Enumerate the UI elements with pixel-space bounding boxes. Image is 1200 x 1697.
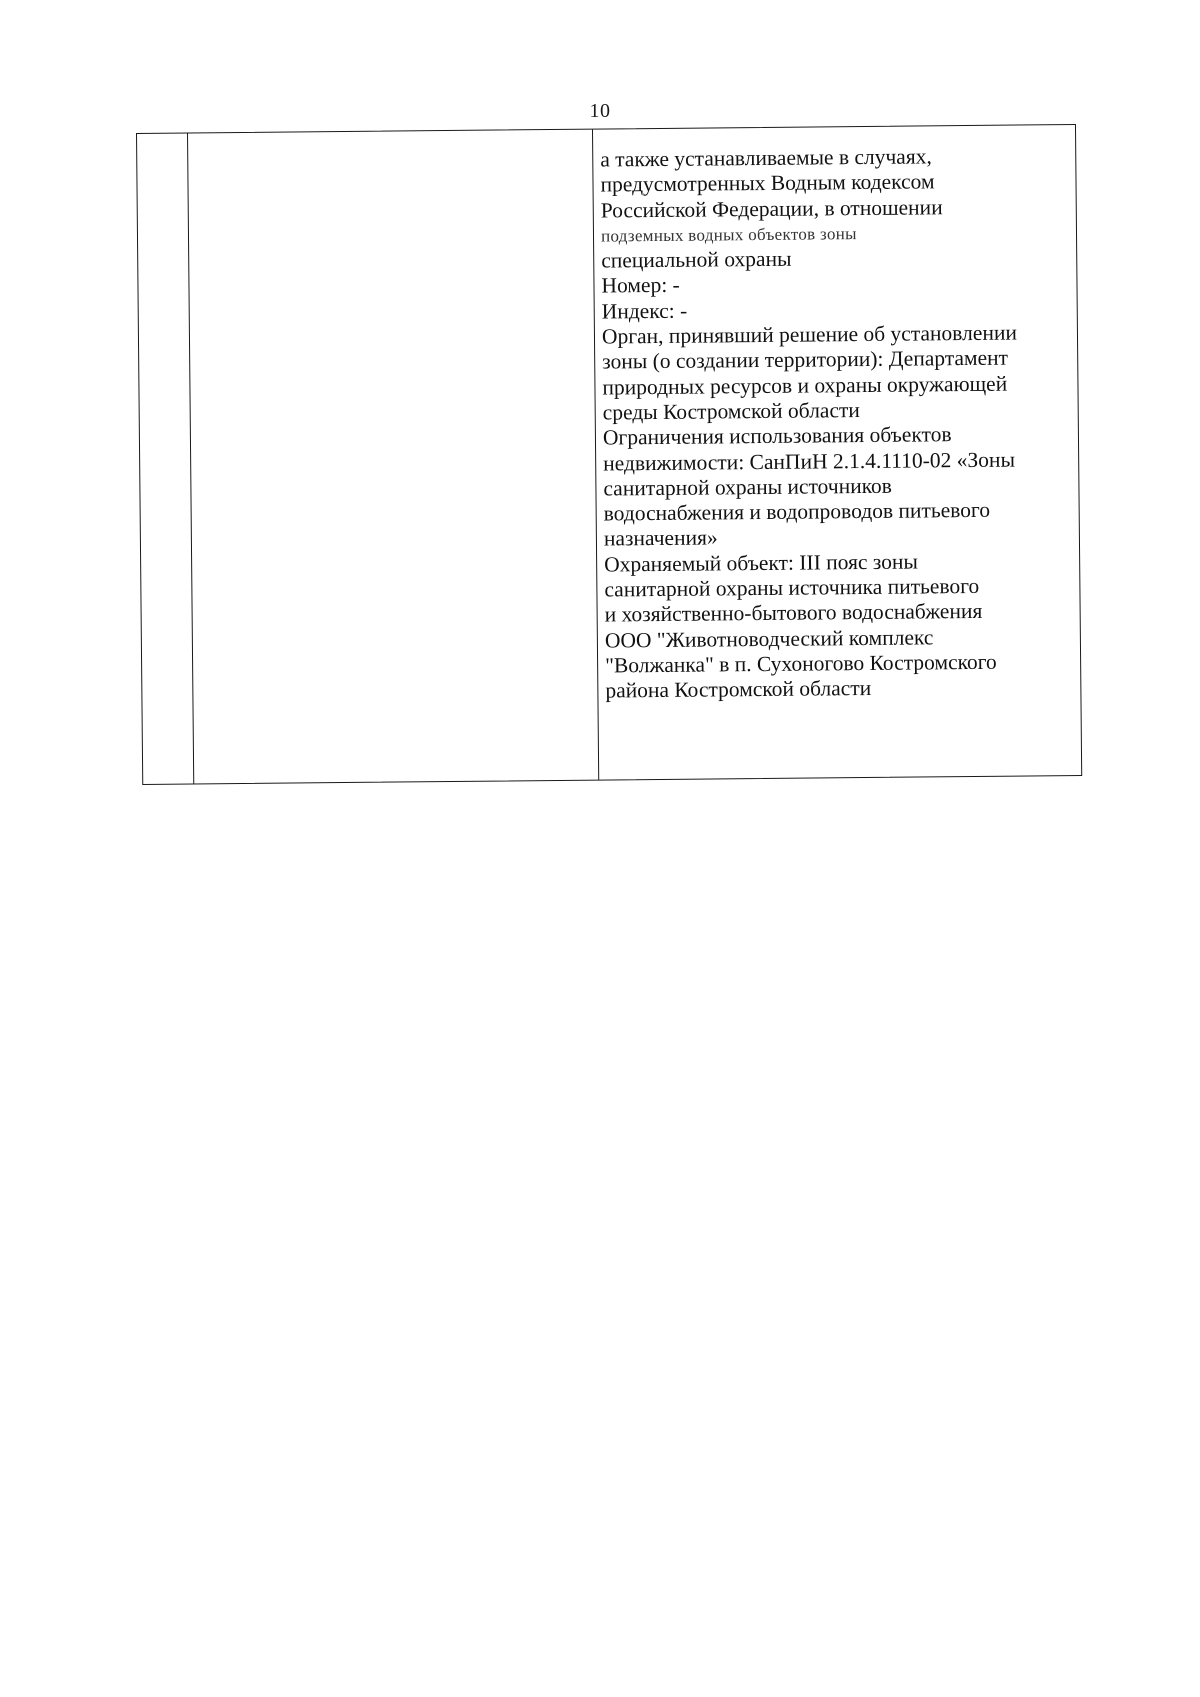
cell-text-line: Номер: -: [601, 273, 680, 299]
cell-text-line: ООО "Животноводческий комплекс: [604, 625, 934, 653]
page-number: 10: [589, 100, 611, 122]
column-divider-2: [592, 130, 599, 780]
cell-text-line: Ограничения использования объектов: [602, 422, 952, 450]
cell-text-line: назначения»: [603, 525, 718, 551]
cell-text-line: "Волжанка" в п. Сухоногово Костромского: [605, 649, 997, 678]
cell-text-line: санитарной охраны источника питьевого: [604, 573, 980, 602]
column-divider-1: [187, 134, 194, 784]
document-table-wrapper: [136, 124, 1082, 785]
cell-text-line: и хозяйственно-бытового водоснабжения: [604, 599, 983, 627]
cell-text-line: среды Костромской области: [602, 398, 860, 425]
cell-text-line: района Костромской области: [605, 676, 872, 703]
document-table: [136, 124, 1082, 785]
cell-text-line: Орган, принявший решение об установлении: [601, 320, 1018, 349]
table-cell-col2: [137, 125, 1075, 134]
cell-text-line: недвижимости: СанПиН 2.1.4.1110-02 «Зоны: [603, 447, 1016, 476]
cell-text-line: подземных водных объектов зоны: [600, 223, 857, 246]
cell-text-line: Индекс: -: [601, 298, 688, 324]
cell-text-line: Охраняемый объект: III пояс зоны: [604, 549, 918, 577]
cell-text-line: специальной охраны: [601, 246, 792, 273]
cell-text-line: предусмотренных Водным кодексом: [600, 169, 935, 197]
cell-text-line: водоснабжения и водопроводов питьевого: [603, 497, 991, 526]
cell-text-line: санитарной охраны источников: [603, 473, 893, 501]
table-cell-col1: [137, 125, 1075, 134]
cell-text-line: а также устанавливаемые в случаях,: [600, 144, 932, 172]
cell-text-line: природных ресурсов и охраны окружающей: [602, 371, 1008, 400]
cell-text-line: Российской Федерации, в отношении: [600, 194, 943, 223]
table-cell-col3: [600, 143, 1075, 704]
cell-text-line: зоны (о создании территории): Департамент: [602, 346, 1009, 374]
